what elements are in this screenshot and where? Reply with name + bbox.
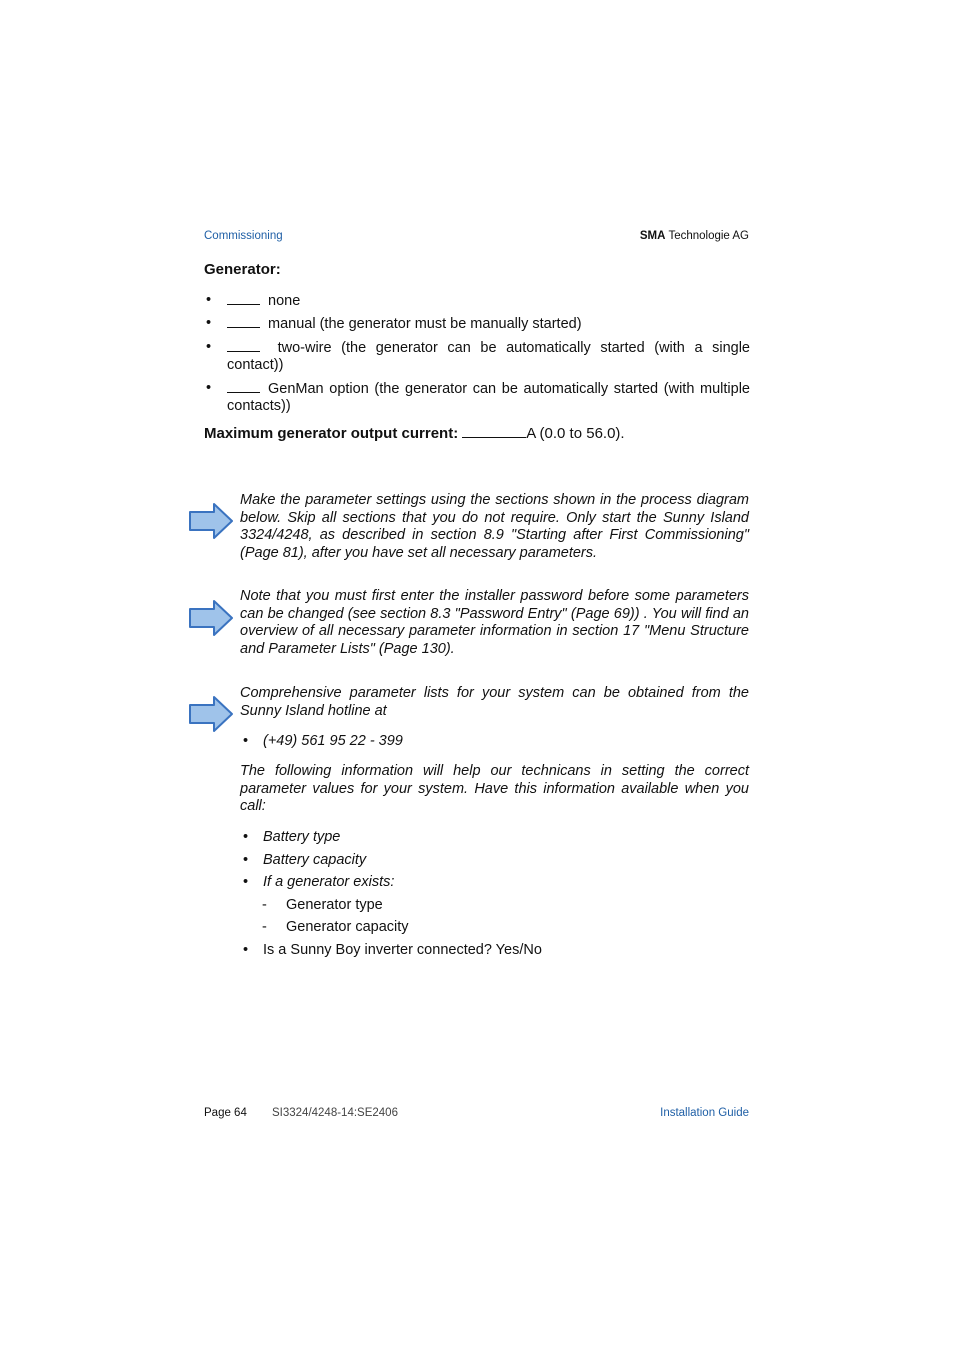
max-current-label: Maximum generator output current: bbox=[204, 425, 459, 442]
generator-option-none: • none bbox=[206, 292, 301, 309]
blank-line bbox=[462, 425, 526, 438]
list-item: • Is a Sunny Boy inverter connected? Yes/No bbox=[243, 941, 542, 958]
footer-page: Page 64 bbox=[204, 1107, 247, 1119]
info-list bbox=[240, 829, 749, 964]
hotline-number: • (+49) 561 95 22 - 399 bbox=[243, 733, 403, 749]
list-item: • Battery capacity bbox=[243, 851, 367, 868]
hotline-list bbox=[240, 733, 749, 756]
header-section: Commissioning bbox=[204, 230, 283, 242]
blank-line bbox=[227, 380, 260, 393]
generator-title: Generator: bbox=[204, 261, 281, 278]
brand-rest: Technologie AG bbox=[668, 230, 749, 242]
note-installer-password: Note that you must first enter the installer password before some parameters can be changed (see section 8.3 "Password Entry" (Page 69)) . You will find an overview of all necessary parameter information in section 17 "Menu Structure and Parameter Lists" (Page 130). bbox=[240, 588, 749, 658]
note-parameter-settings: Make the parameter settings using the sections shown in the process diagram below. Skip all sections that you do not require. Only start the Sunny Island 3324/4248, as described in section 8.9 "Starting after First Commissioning" (Page 81), after you have set all necessary parameters. bbox=[240, 492, 749, 562]
blank-line bbox=[227, 315, 260, 328]
header-brand bbox=[640, 230, 749, 242]
arrow-right-icon bbox=[188, 502, 234, 540]
blank-line bbox=[227, 339, 260, 352]
arrow-right-icon bbox=[188, 695, 234, 733]
max-current-line bbox=[204, 425, 625, 442]
footer-guide: Installation Guide bbox=[660, 1107, 749, 1119]
list-item: - Generator capacity bbox=[262, 919, 409, 935]
brand-bold: SMA bbox=[639, 230, 666, 242]
list-item: • Battery type bbox=[243, 829, 341, 845]
generator-option-manual: • manual (the generator must be manually started) bbox=[206, 315, 582, 332]
info-intro: The following information will help our technicans in setting the correct parameter values for your system. Have this information available when you call: bbox=[240, 763, 749, 815]
footer-doc-code: SI3324/4248-14:SE2406 bbox=[272, 1107, 398, 1119]
list-item: • If a generator exists: bbox=[243, 874, 395, 890]
max-current-suffix: A (0.0 to 56.0). bbox=[526, 425, 625, 442]
generator-option-genman: • GenMan option (the generator can be automatically started (with multiple contacts)) bbox=[206, 380, 750, 414]
generator-option-two-wire: • two-wire (the generator can be automatically started (with a single contact)) bbox=[206, 339, 750, 373]
blank-line bbox=[227, 292, 260, 305]
generator-options bbox=[204, 292, 750, 420]
arrow-right-icon bbox=[188, 599, 234, 637]
note-hotline: Comprehensive parameter lists for your system can be obtained from the Sunny Island hotline at bbox=[240, 685, 749, 719]
list-item: - Generator type bbox=[262, 896, 383, 913]
